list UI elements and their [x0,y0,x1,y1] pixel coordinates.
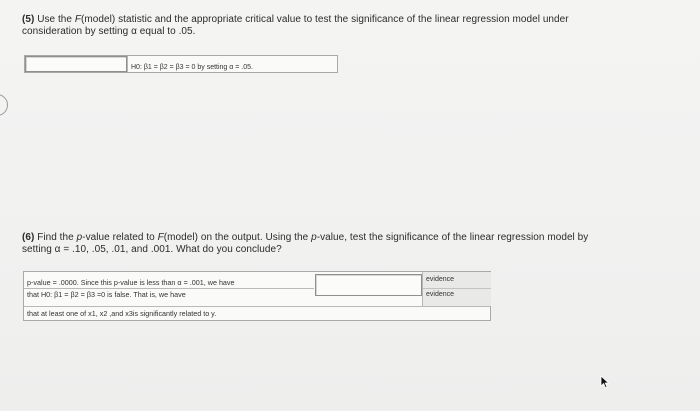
question-6-answer-line-1: p-value = .0000. Since this p-value is less than α = .001, we have [27,278,235,287]
question-5-number: (5) [22,14,35,25]
question-5-answer-row [24,55,338,73]
question-6-evidence-option-2[interactable]: evidence [426,291,455,298]
question-5-answer-input[interactable] [25,56,127,72]
question-5-option-text: H0: β1 = β2 = β3 = 0 by setting α = .05. [131,64,253,71]
question-5-selected-option[interactable] [127,56,337,72]
question-6-text: (6) Find the p-value related to F(model) on the output. Using the p-value, test the significance of the linear regression model by setting α = .10, .05, .01, and .001. What do you conclude? [22,232,589,255]
question-6-answer-line-2: that H0: β1 = β2 = β3 =0 is false. That is, we have [27,290,186,299]
question-6-answer-line-3: that at least one of x1, x2 ,and x3is significantly related to y. [27,309,217,318]
question-6-evidence-column [422,272,491,306]
mouse-pointer-icon [600,375,610,389]
divider [423,288,491,289]
left-edge-circle-fragment [0,94,8,116]
divider [24,306,490,307]
question-6-evidence-option-1[interactable]: evidence [426,276,455,283]
question-6-answer-table [23,271,491,321]
question-5-text: (5) Use the F(model) statistic and the appropriate critical value to test the significance of the linear regression model under consideration by setting α equal to .05. [22,14,569,37]
question-6-answer-input[interactable] [315,274,422,296]
question-6-number: (6) [22,232,35,243]
